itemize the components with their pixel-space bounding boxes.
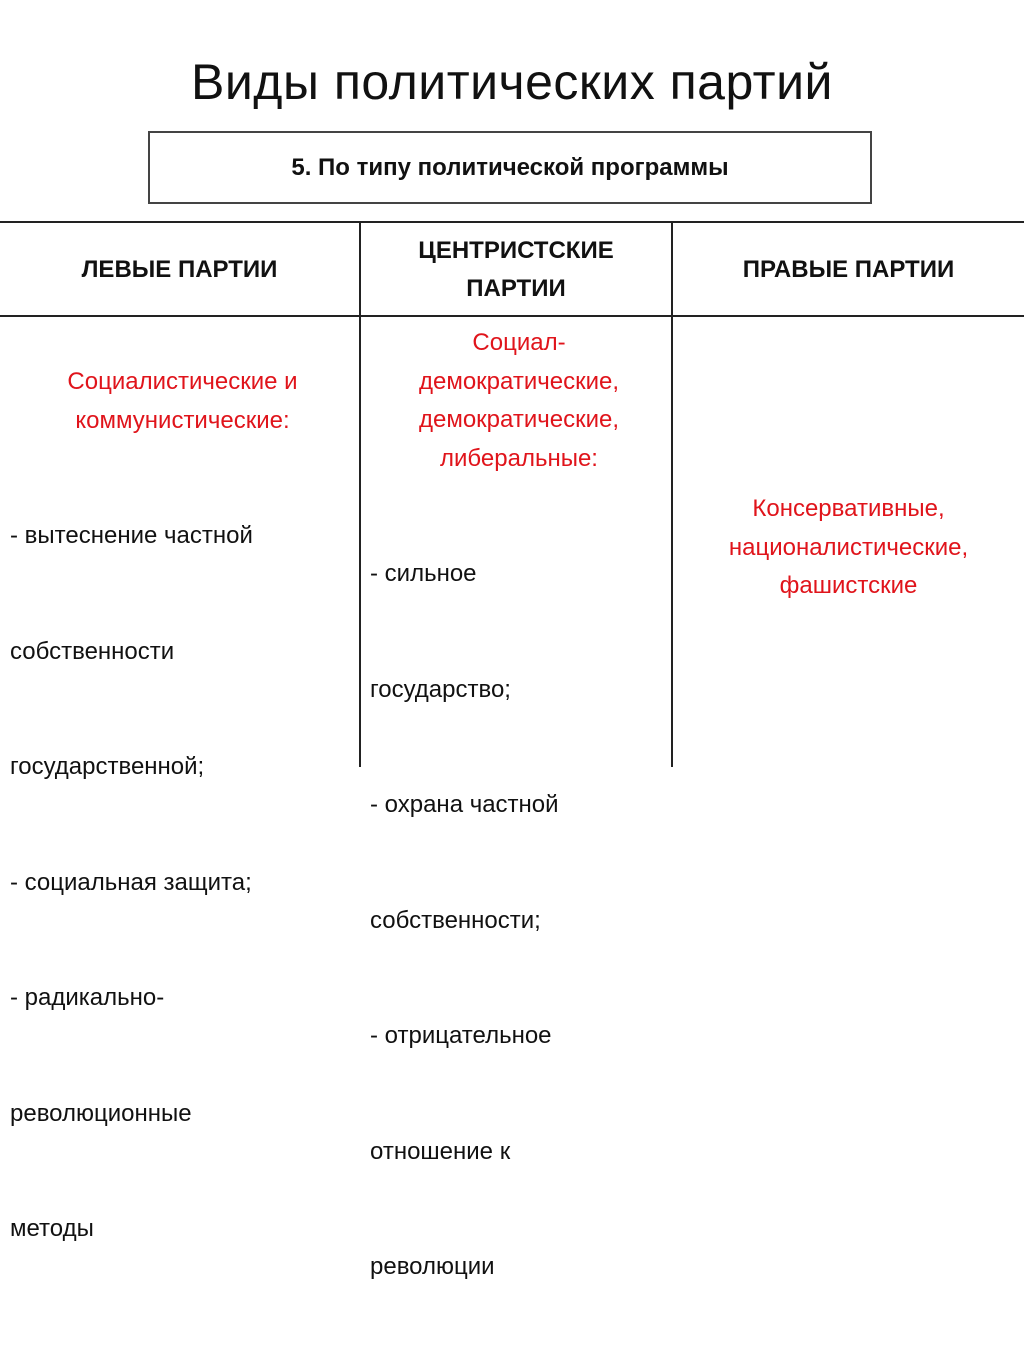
party-types-left <box>10 363 355 440</box>
party-features-centrist <box>370 478 668 1364</box>
type-line: Социал- <box>472 329 566 356</box>
type-line: Социалистические и <box>67 368 298 395</box>
type-line: демократические, <box>418 367 620 395</box>
feature-line: - радикально- <box>10 984 165 1011</box>
header-line: ЦЕНТРИСТСКИЕ <box>418 237 614 264</box>
feature-line: - вытеснение частной <box>10 522 253 549</box>
cell-right-parties <box>673 490 1024 606</box>
subtitle-box <box>148 131 872 204</box>
feature-line: - сильное <box>370 560 477 587</box>
cell-left-parties <box>10 363 355 1326</box>
type-line: коммунистические: <box>75 406 290 434</box>
header-line: ПРАВЫЕ ПАРТИИ <box>742 256 955 283</box>
table-top-border <box>0 221 1024 223</box>
type-line: демократические, <box>418 406 620 433</box>
feature-line: отношение к <box>370 1137 511 1165</box>
feature-line: государство; <box>370 675 511 703</box>
type-line: либеральные: <box>440 444 598 472</box>
feature-line: революции <box>370 1253 495 1280</box>
feature-line: - социальная защита; <box>10 868 252 896</box>
feature-line: - отрицательное <box>370 1022 552 1049</box>
subtitle-text: 5. По типу политической программы <box>291 153 729 181</box>
type-line: националистические, <box>728 533 969 561</box>
column-header-left-parties <box>0 224 359 316</box>
feature-line: методы <box>10 1215 94 1242</box>
feature-line: собственности; <box>370 906 541 934</box>
cell-centrist-parties <box>370 324 668 1364</box>
column-header-centrist-parties <box>361 224 671 316</box>
column-header-right-parties <box>673 224 1024 316</box>
party-types-centrist <box>370 324 668 478</box>
slide-title: Виды политических партий <box>191 54 833 110</box>
header-line: ПАРТИИ <box>466 275 566 302</box>
feature-line: революционные <box>10 1099 192 1127</box>
type-line: фашистские <box>779 572 918 599</box>
type-line: Консервативные, <box>752 495 945 522</box>
feature-line: государственной; <box>10 753 205 780</box>
header-line: ЛЕВЫЕ ПАРТИИ <box>81 256 278 283</box>
party-features-left <box>10 440 355 1326</box>
feature-line: собственности <box>10 637 175 665</box>
feature-line: - охрана частной <box>370 791 559 818</box>
